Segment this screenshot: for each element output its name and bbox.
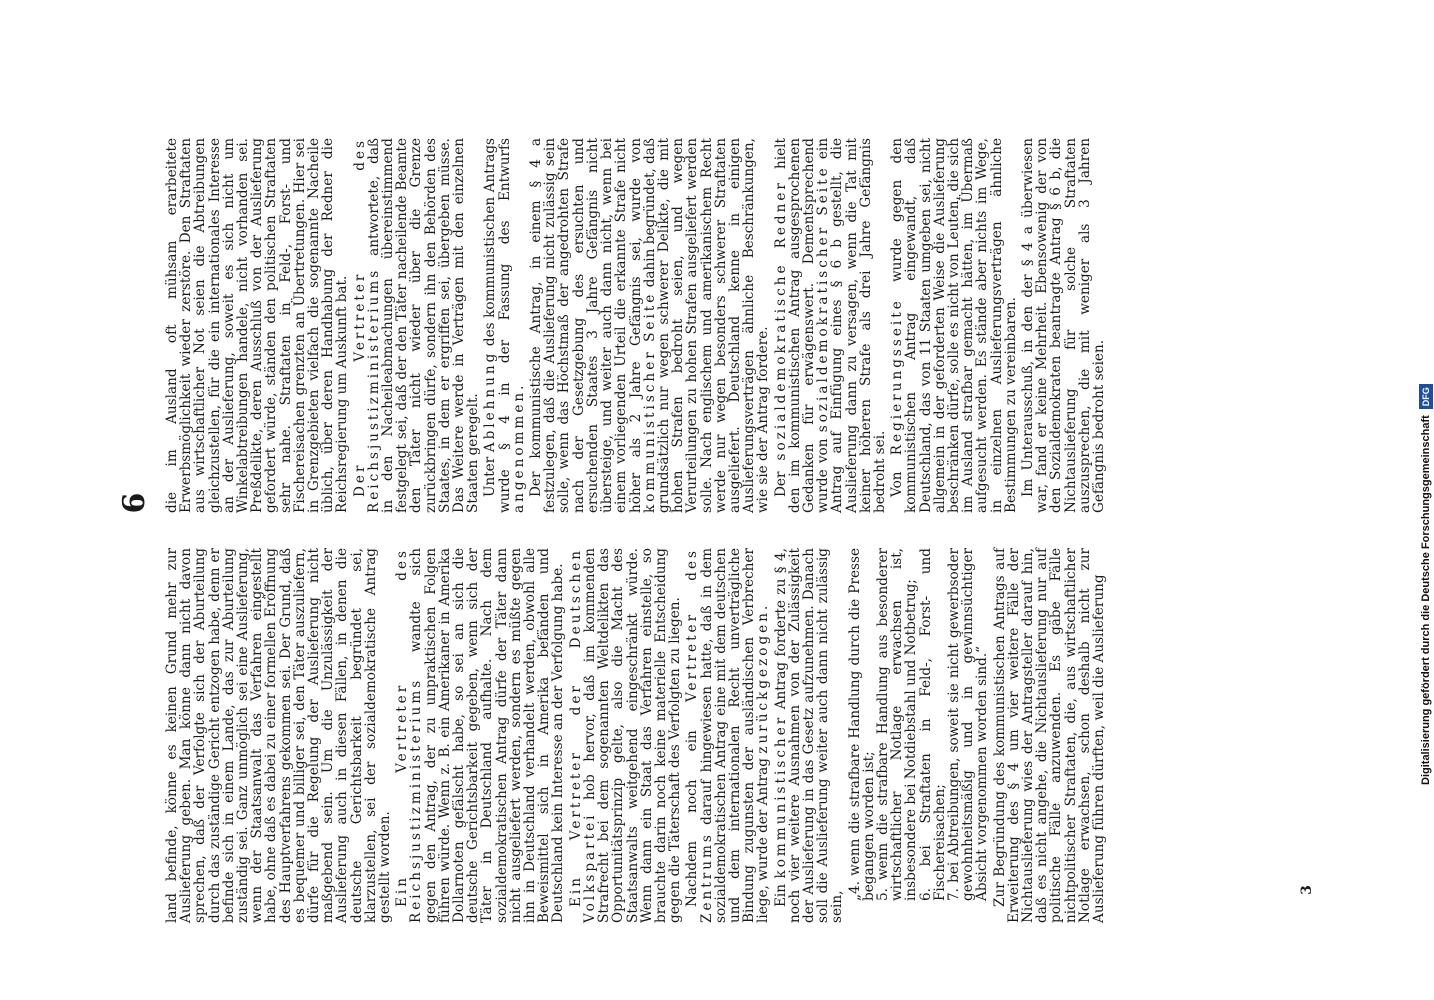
digitization-credit [1418, 205, 1434, 785]
speaker-label: Vertreter des Zentrums [684, 548, 715, 923]
speaker-label: Ein Vertreter des Reichsjustizministeriums [394, 548, 425, 923]
paragraph [529, 138, 770, 513]
paragraph-text: wurde gegen den kommunistischen Antrag eingewandt, daß Deutschland, das von 11 Staaten umgeben sei, nicht allgemein in der geforderten Weise die Auslieferung beschränken dürfe, solle es nicht von Leuten, die sich im Ausland strafbar gemacht hätten, im Übermaß aufgesucht werden. Es stände aber nichts im Wege, in einzelnen Auslieferungsverträgen ähnliche Bestimmungen zu vereinbaren. [889, 137, 1019, 513]
paragraph-text: Der [772, 471, 789, 497]
speaker-label: Regierungsseite [889, 298, 906, 456]
speaker-label: sozialdemokratische Redner [772, 180, 789, 461]
paragraph-text: antwortete, daß in den Nacheileabmachungen übereinstimmend festgelegt sei, daß der den Täter nacheilende Beamte den Täter nicht wieder über die Grenze zurückbringen dürfe, sondern ihn den Behörden des Staates, in dem er ergriffen sei, übergeben müsse. Das Weitere werde in Verträgen mit den einzelnen Staaten geregelt. [365, 137, 482, 513]
page-number: 6 [117, 492, 152, 514]
right-column [165, 138, 1109, 513]
paragraph-text: Ein [772, 883, 789, 907]
paragraph-text: dahin begründet, daß grundsätzlich nur wegen schwerer Delikte, die mit hohen Strafen bedroht seien, und wegen Verurteilungen zu hohen Strafen ausgeliefert werden solle. Nach englischem und amerikanischem Recht werde nur wegen besonders schwerer Straftaten ausgeliefert. Deutschland kenne in einigen Auslieferungsverträgen ähnliche Beschränkungen, wie sie der Antrag fordere. [641, 138, 772, 513]
list-item: 7. bei Abtreibungen, soweit sie nicht gewerbsoder gewohnheitsmäßig und in gewinnsüchtiger Absicht vorgenommen worden sind.“ [945, 548, 991, 901]
speaker-label: sozialdemokratischer Seite [815, 165, 832, 433]
paragraph: Zur Begründung des kommunistischen Antrags auf Erweiterung des § 4 um vier weitere Fälle der Nichtauslieferung wies der Antragsteller darauf hin, daß es nicht angehe, die Nichtauslieferung nur auf politische Fälle anzuwenden. Es gäbe Fälle nichtpolitischer Straftaten, die, aus wirtschaftlicher Notlage erwachsen, schon deshalb nicht zur Auslieferung führen dürften, weil die Auslieferung [991, 548, 1107, 923]
paragraph: Im Unterausschuß, in den der § 4 a überwiesen war, fand er keine Mehrheit. Ebensowenig der von den Sozialdemokraten beantragte Antrag § 6 b, die Nichtauslieferung für solche Straftaten auszusprechen, die mit weniger als 3 Jahren Gefängnis bedroht seien. [1019, 138, 1107, 513]
list-item: 5. wenn die strafbare Handlung aus besonderer wirtschaftlicher Notlage erwachsen ist, insbesondere bei Notdiebstahl und Notbetrug; [874, 548, 920, 901]
numbered-list [848, 548, 990, 923]
speaker-label: kommunistischer Seite [641, 291, 658, 513]
paragraph [569, 548, 683, 923]
paragraph-text: Antrag forderte zu § 4, noch vier weitere Ausnahmen von der Zulässigkeit der Auslieferung in das Gesetz aufzunehmen. Danach soll die Auslieferung weiter auch dann nicht zulässig sein, [772, 547, 846, 923]
emphasis: angenommen. [510, 382, 527, 513]
paragraph-text: Unter [482, 456, 499, 497]
paragraph-text: hielt den im kommunistischen Antrag ausgesprochenen Gedanken für erwägenswert. Dementsprechend wurde von [772, 138, 832, 513]
speaker-label: Ein Vertreter der Deutschen Volkspartei [567, 548, 598, 923]
paragraph-text: ein Antrag auf Einfügung eines § 6 b gestellt, die Auslieferung dann zu versagen, wenn die Tat mit keiner höheren Strafe als drei Jahre Gefängnis bedroht sei. [815, 137, 888, 513]
speaker-label: kommunistischer [772, 714, 789, 879]
paragraph-text: darauf hingewiesen hatte, daß in dem sozialdemokratischen Antrag eine mit dem deutschen und dem internationalen Recht unverträgliche Bindung zugunsten der ausländischen Verbrecher liege, wurde der Antrag [698, 548, 772, 923]
emphasis: Ablehnung [482, 350, 499, 453]
paragraph-text: Der kommunistische Antrag, in einem § 4 a festzulegen, daß die Auslieferung nicht zulässig sein solle, wenn das Höchstmaß der angedrohten Strafe nach der Gesetzgebung des ersuchten und ersuchenden Staates 3 Jahre Gefängnis nicht übersteige, und weiter auch dann nicht, wenn bei einem vorliegenden Urteil die erkannte Strafe nicht höher als 2 Jahre Gefängnis sei, wurde von [528, 138, 644, 513]
paragraph-text: des kommunistischen Antrags wurde § 4 in der Fassung des Entwurfs [482, 138, 513, 513]
left-column [165, 548, 1109, 923]
paragraph [395, 548, 565, 923]
credit-text: Digitalisierung gefördert durch die Deutsche Forschungsgemeinschaft [1420, 415, 1432, 785]
paragraph: die im Ausland oft mühsam erarbeitete Erwerbsmöglichkeit wieder zerstöre. Den Straftaten aus wirtschaftlicher Not seien die Abtreibungen gleichzustellen, für die ein internationales Interesse an der Auslieferung, soweit es sich nicht um Winkelabtreibungen handele, nicht vorhanden sei. Preßdelikte, deren Ausschluß von der Auslieferung gefordert würde, ständen den politischen Straftaten sehr nahe. Straftaten in Feld-, Forst- und Fischereisachen grenzten an Übertretungen. Hier sei in Grenzgebieten vielfach die sogenannte Nacheile üblich, über deren Handhabung der Redner die Reichsregierung um Auskunft bat. [164, 138, 351, 513]
paragraph [483, 138, 526, 513]
sheet-number: 3 [1298, 885, 1315, 895]
dfg-logo: DFG [1419, 384, 1433, 409]
paragraph-text: Nachdem noch ein [684, 730, 701, 907]
emphasis: zurückgezogen. [755, 602, 772, 754]
paragraph-text: wandte sich gegen den Antrag, der zu unpraktischen Folgen führen würde. Wenn z. B. ein Amerikaner in Amerika Dollarnoten gefälscht habe, so sei an sich die deutsche Gerichtsbarkeit gegeben, wenn sich der Täter in Deutschland aufhalte. Nach dem sozialdemokratischen Antrag dürfe der Täter dann nicht ausgeliefert werden, sondern es müßte gegen ihn in Deutschland verhandelt werden, obwohl alle Beweismittel sich in Amerika befänden und Deutschland kein Interesse an der Verfolgung habe. [408, 547, 567, 923]
rotated-page [117, 83, 1327, 923]
paragraph [774, 548, 845, 923]
paragraph: land befinde, könne es keinen Grund mehr zur Auslieferung geben. Man könne dann nicht davon sprechen, daß der Verfolgte sich der Aburteilung durch das zuständige Gericht entzogen habe, denn er befinde sich in einem Lande, das zur Aburteilung zuständig sei. Ganz unmöglich sei eine Auslieferung, wenn der Staatsanwalt das Verfahren eingestellt habe, ohne daß es dabei zu einer formellen Eröffnung des Hauptverfahrens gekommen sei. Der Grund, daß es bequemer und billiger sei, den Täter auszuliefern, dürfe für die Regelung der Auslieferung nicht maßgebend sein. Um die Unzulässigkeit der Auslieferung auch in diesen Fällen, in denen die deutsche Gerichtsbarkeit begründet sei, klarzustellen, sei der sozialdemokratische Antrag gestellt worden. [164, 548, 394, 923]
paragraph-text: Von [889, 471, 906, 497]
paragraph-text: hob hervor, daß im kommenden Strafrecht bei dem sogenannten Weltdelikten das Opportunitätsprinzip gelte, also die Macht des Staatsanwalts weitgehend eingeschränkt würde. Wenn dann ein Staat das Verfahren einstelle, so brauchte darin noch keine materielle Entscheidung gegen die Täterschaft des Verfolgten zu liegen. [581, 548, 684, 923]
paragraph [890, 138, 1018, 513]
paragraph [353, 138, 481, 513]
paragraph [774, 138, 888, 513]
speaker-label: Der Vertreter des Reichsjustizministeriums [351, 138, 382, 513]
list-item: 6. bei Straftaten in Feld-, Forst- und Fischereisachen; [917, 548, 948, 901]
list-item: „4. wenn die strafbare Handlung durch die Presse begangen worden ist; [846, 548, 877, 901]
paragraph [685, 548, 770, 923]
